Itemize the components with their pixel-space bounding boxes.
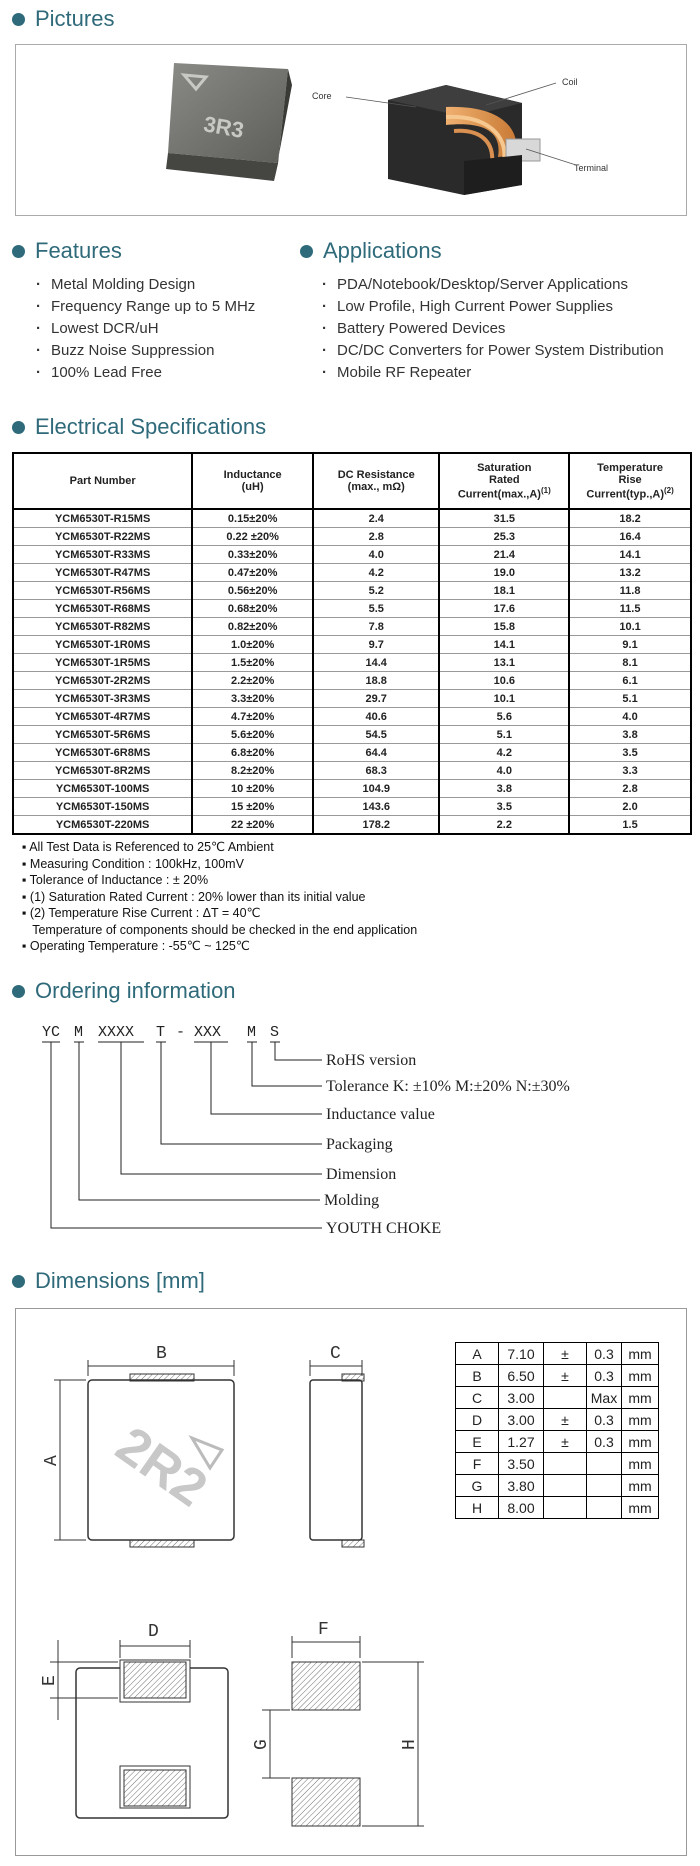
table-row (13, 600, 691, 618)
table-cell: YCM6530T-3R3MS (13, 690, 192, 708)
dimensions-table (455, 1342, 659, 1519)
feature-item: · 100% Lead Free (36, 362, 255, 384)
table-cell: 13.2 (569, 564, 691, 582)
dimension-cell (544, 1497, 587, 1519)
bottom-view-drawing (50, 1640, 228, 1818)
table-cell: 10.6 (439, 672, 569, 690)
table-cell: 3.5 (439, 798, 569, 816)
dimension-cell: 8.00 (499, 1497, 544, 1519)
dimension-cell: G (456, 1475, 499, 1497)
application-item: · PDA/Notebook/Desktop/Server Applications (322, 274, 664, 296)
table-row (13, 546, 691, 564)
pictures-title: Pictures (35, 6, 115, 31)
table-cell: YCM6530T-1R5MS (13, 654, 192, 672)
dimension-cell: 6.50 (499, 1365, 544, 1387)
label-tolerance: Tolerance K: ±10% M:±20% N:±30% (326, 1078, 570, 1095)
table-cell: 3.3±20% (192, 690, 313, 708)
code-dash: - (176, 1024, 186, 1041)
table-cell: 5.2 (313, 582, 439, 600)
bullet-icon (12, 13, 25, 26)
table-cell: 5.5 (313, 600, 439, 618)
table-cell: 8.2±20% (192, 762, 313, 780)
table-cell: YCM6530T-R22MS (13, 528, 192, 546)
code-t: T (156, 1024, 166, 1041)
spec-table (12, 452, 692, 835)
table-cell: 2.2 (439, 816, 569, 835)
side-view-drawing (310, 1360, 364, 1547)
table-cell: 1.0±20% (192, 636, 313, 654)
col-temp-rise-current: Temperature Rise $Current(typ.,A)^{(2)}$ (569, 453, 691, 509)
bullet-icon (12, 245, 25, 258)
table-cell: 3.8 (569, 726, 691, 744)
table-cell: 0.33±20% (192, 546, 313, 564)
table-cell: 3.8 (439, 780, 569, 798)
table-cell: 0.47±20% (192, 564, 313, 582)
table-row (13, 726, 691, 744)
inductor-cutaway (312, 77, 608, 195)
dimension-cell: F (456, 1453, 499, 1475)
col-part-number: Part Number (13, 453, 192, 509)
electrical-title: Electrical Specifications (35, 414, 267, 439)
label-rohs: RoHS version (326, 1052, 417, 1069)
terminal-label: Terminal (574, 163, 609, 173)
label-dimension: Dimension (326, 1166, 397, 1183)
dim-letter-b: B (156, 1344, 167, 1364)
table-cell: YCM6530T-R82MS (13, 618, 192, 636)
dimension-cell: A (456, 1343, 499, 1365)
code-m: M (74, 1024, 84, 1041)
application-item: · DC/DC Converters for Power System Distribution (322, 340, 664, 362)
table-cell: YCM6530T-R47MS (13, 564, 192, 582)
code-yc: YC (42, 1024, 61, 1041)
dimension-row (456, 1453, 659, 1475)
feature-item: · Frequency Range up to 5 MHz (36, 296, 255, 318)
dimension-cell: mm (622, 1497, 659, 1519)
dimension-cell: mm (622, 1387, 659, 1409)
note-line: ▪ Operating Temperature : -55℃ ~ 125℃ (22, 939, 250, 953)
feature-item: · Lowest DCR/uH (36, 318, 255, 340)
top-view-marking: 2R2 (105, 1415, 218, 1519)
col-dc-resistance: DC Resistance (max., mΩ) (313, 453, 439, 509)
table-cell: YCM6530T-R33MS (13, 546, 192, 564)
table-cell: 3.3 (569, 762, 691, 780)
table-cell: 14.4 (313, 654, 439, 672)
dim-letter-h: H (400, 1739, 420, 1750)
table-cell: YCM6530T-2R2MS (13, 672, 192, 690)
dimension-cell: 0.3 (587, 1365, 622, 1387)
table-cell: YCM6530T-5R6MS (13, 726, 192, 744)
table-cell: 10 ±20% (192, 780, 313, 798)
dimension-cell (544, 1387, 587, 1409)
table-cell: YCM6530T-220MS (13, 816, 192, 835)
land-pattern-drawing (262, 1636, 424, 1826)
table-cell: YCM6530T-R68MS (13, 600, 192, 618)
table-cell: 29.7 (313, 690, 439, 708)
table-cell: 18.2 (569, 509, 691, 528)
dim-letter-e: E (40, 1675, 60, 1686)
table-cell: 10.1 (569, 618, 691, 636)
table-cell: 68.3 (313, 762, 439, 780)
bullet-icon (12, 421, 25, 434)
table-row (13, 780, 691, 798)
dimension-cell: mm (622, 1343, 659, 1365)
table-cell: 19.0 (439, 564, 569, 582)
dimension-row (456, 1387, 659, 1409)
table-cell: YCM6530T-R15MS (13, 509, 192, 528)
dimension-cell: 3.00 (499, 1387, 544, 1409)
dimension-row (456, 1409, 659, 1431)
table-row (13, 582, 691, 600)
table-row (13, 816, 691, 835)
code-s: S (270, 1024, 280, 1041)
note-line: Temperature of components should be checked in the end application (22, 922, 418, 937)
table-cell: 9.7 (313, 636, 439, 654)
note-line: ▪ Tolerance of Inductance : ± 20% (22, 873, 209, 887)
electrical-heading (12, 414, 266, 440)
table-cell: 1.5 (569, 816, 691, 835)
dimension-row (456, 1343, 659, 1365)
dimension-cell: 0.3 (587, 1409, 622, 1431)
table-cell: YCM6530T-8R2MS (13, 762, 192, 780)
dim-letter-g: G (252, 1739, 272, 1750)
dimension-cell: mm (622, 1409, 659, 1431)
dimension-cell (587, 1453, 622, 1475)
table-cell: YCM6530T-100MS (13, 780, 192, 798)
table-row (13, 762, 691, 780)
ordering-title: Ordering information (35, 978, 236, 1003)
feature-item: · Metal Molding Design (36, 274, 255, 296)
table-cell: 16.4 (569, 528, 691, 546)
note-line: ▪ (1) Saturation Rated Current : 20% lower than its initial value (22, 889, 366, 904)
table-cell: 4.7±20% (192, 708, 313, 726)
dimension-cell: mm (622, 1475, 659, 1497)
table-row (13, 618, 691, 636)
bullet-icon (12, 985, 25, 998)
table-cell: 10.1 (439, 690, 569, 708)
feature-item: · Buzz Noise Suppression (36, 340, 255, 362)
table-cell: 54.5 (313, 726, 439, 744)
table-cell: 4.0 (313, 546, 439, 564)
table-row (13, 672, 691, 690)
dimension-cell: mm (622, 1365, 659, 1387)
table-cell: 2.8 (569, 780, 691, 798)
dimension-cell: B (456, 1365, 499, 1387)
table-cell: 21.4 (439, 546, 569, 564)
features-list (36, 274, 255, 384)
table-cell: 4.2 (439, 744, 569, 762)
table-cell: 17.6 (439, 600, 569, 618)
ordering-diagram (36, 1018, 596, 1238)
table-cell: 2.4 (313, 509, 439, 528)
table-cell: 2.0 (569, 798, 691, 816)
table-row (13, 509, 691, 528)
table-cell: 4.2 (313, 564, 439, 582)
dimension-cell: ± (544, 1365, 587, 1387)
dimension-row (456, 1365, 659, 1387)
pictures-heading (12, 6, 114, 32)
applications-heading (300, 238, 442, 264)
dimension-row (456, 1475, 659, 1497)
dimension-row (456, 1497, 659, 1519)
code-m2: M (247, 1024, 257, 1041)
pictures-panel (15, 44, 687, 216)
dimension-cell: C (456, 1387, 499, 1409)
table-cell: 4.0 (439, 762, 569, 780)
applications-title: Applications (323, 238, 442, 263)
table-cell: 3.5 (569, 744, 691, 762)
table-cell: 0.56±20% (192, 582, 313, 600)
label-inductance: Inductance value (326, 1106, 435, 1123)
table-cell: YCM6530T-6R8MS (13, 744, 192, 762)
table-cell: 2.8 (313, 528, 439, 546)
table-cell: 64.4 (313, 744, 439, 762)
table-row (13, 636, 691, 654)
features-title: Features (35, 238, 122, 263)
table-cell: 2.2±20% (192, 672, 313, 690)
application-item: · Low Profile, High Current Power Supplies (322, 296, 664, 318)
applications-list (322, 274, 664, 384)
label-packaging: Packaging (326, 1136, 393, 1153)
table-cell: 31.5 (439, 509, 569, 528)
note-line: ▪ All Test Data is Referenced to 25℃ Ambient (22, 840, 274, 854)
dimension-cell: 3.50 (499, 1453, 544, 1475)
table-cell: 14.1 (439, 636, 569, 654)
dimension-cell: mm (622, 1431, 659, 1453)
col-saturation-current: Saturation Rated $Current(\max.,A)^{(1)}$ (439, 453, 569, 509)
table-cell: 0.22 ±20% (192, 528, 313, 546)
table-cell: 18.8 (313, 672, 439, 690)
dimension-cell: 3.80 (499, 1475, 544, 1497)
table-cell: 18.1 (439, 582, 569, 600)
table-cell: 40.6 (313, 708, 439, 726)
table-cell: 8.1 (569, 654, 691, 672)
table-cell: 104.9 (313, 780, 439, 798)
table-cell: 0.82±20% (192, 618, 313, 636)
note-line: ▪ (2) Temperature Rise Current : ΔT = 40℃ (22, 906, 261, 920)
dimension-cell: 1.27 (499, 1431, 544, 1453)
table-row (13, 528, 691, 546)
application-item: · Battery Powered Devices (322, 318, 664, 340)
table-cell: 6.8±20% (192, 744, 313, 762)
dim-letter-d: D (148, 1622, 159, 1642)
table-row (13, 564, 691, 582)
table-row (13, 798, 691, 816)
table-cell: 14.1 (569, 546, 691, 564)
dimension-cell: ± (544, 1409, 587, 1431)
dimension-cell (544, 1453, 587, 1475)
dimension-cell: 3.00 (499, 1409, 544, 1431)
table-cell: 4.0 (569, 708, 691, 726)
table-cell: YCM6530T-1R0MS (13, 636, 192, 654)
dimension-cell (587, 1497, 622, 1519)
table-cell: 5.6 (439, 708, 569, 726)
table-cell: 7.8 (313, 618, 439, 636)
dimension-cell: E (456, 1431, 499, 1453)
coil-label: Coil (562, 77, 578, 87)
core-label: Core (312, 91, 332, 101)
spec-header-row (13, 453, 691, 509)
code-xxx: XXX (194, 1024, 222, 1041)
table-cell: 25.3 (439, 528, 569, 546)
table-row (13, 654, 691, 672)
table-cell: 11.5 (569, 600, 691, 618)
label-youth-choke: YOUTH CHOKE (326, 1220, 442, 1237)
dim-letter-a: A (42, 1455, 62, 1466)
table-cell: 5.1 (439, 726, 569, 744)
note-line: ▪ Measuring Condition : 100kHz, 100mV (22, 856, 244, 871)
table-cell: 143.6 (313, 798, 439, 816)
inductor-photo (166, 63, 292, 181)
dim-letter-c: C (330, 1344, 341, 1364)
table-row (13, 708, 691, 726)
table-cell: 9.1 (569, 636, 691, 654)
table-cell: 22 ±20% (192, 816, 313, 835)
table-cell: 6.1 (569, 672, 691, 690)
table-cell: 13.1 (439, 654, 569, 672)
table-cell: 1.5±20% (192, 654, 313, 672)
application-item: · Mobile RF Repeater (322, 362, 664, 384)
table-cell: 0.68±20% (192, 600, 313, 618)
spec-notes (22, 839, 417, 955)
dimension-cell (587, 1475, 622, 1497)
bullet-icon (12, 1275, 25, 1288)
dimensions-heading (12, 1268, 205, 1294)
table-cell: 178.2 (313, 816, 439, 835)
dimension-cell: ± (544, 1431, 587, 1453)
table-cell: YCM6530T-R56MS (13, 582, 192, 600)
inductor-images (16, 45, 688, 217)
ordering-heading (12, 978, 236, 1004)
table-row (13, 690, 691, 708)
table-row (13, 744, 691, 762)
dimension-row (456, 1431, 659, 1453)
dimension-cell: ± (544, 1343, 587, 1365)
col-inductance: Inductance (uH) (192, 453, 313, 509)
dimension-cell: 0.3 (587, 1343, 622, 1365)
dimension-cell: D (456, 1409, 499, 1431)
label-molding: Molding (324, 1192, 380, 1209)
table-cell: 5.6±20% (192, 726, 313, 744)
dimension-cell: 0.3 (587, 1431, 622, 1453)
dimension-cell: Max (587, 1387, 622, 1409)
dimension-cell: H (456, 1497, 499, 1519)
code-xxxx: XXXX (98, 1024, 135, 1041)
table-cell: 0.15±20% (192, 509, 313, 528)
bullet-icon (300, 245, 313, 258)
photo-marking: 3R3 (201, 111, 246, 143)
dimensions-title: Dimensions [mm] (35, 1268, 205, 1293)
dimension-cell: mm (622, 1453, 659, 1475)
table-cell: 15.8 (439, 618, 569, 636)
table-cell: YCM6530T-4R7MS (13, 708, 192, 726)
dimension-cell (544, 1475, 587, 1497)
table-cell: YCM6530T-150MS (13, 798, 192, 816)
dim-letter-f: F (318, 1620, 329, 1640)
table-cell: 11.8 (569, 582, 691, 600)
features-heading (12, 238, 122, 264)
table-cell: 5.1 (569, 690, 691, 708)
table-cell: 15 ±20% (192, 798, 313, 816)
dimension-cell: 7.10 (499, 1343, 544, 1365)
